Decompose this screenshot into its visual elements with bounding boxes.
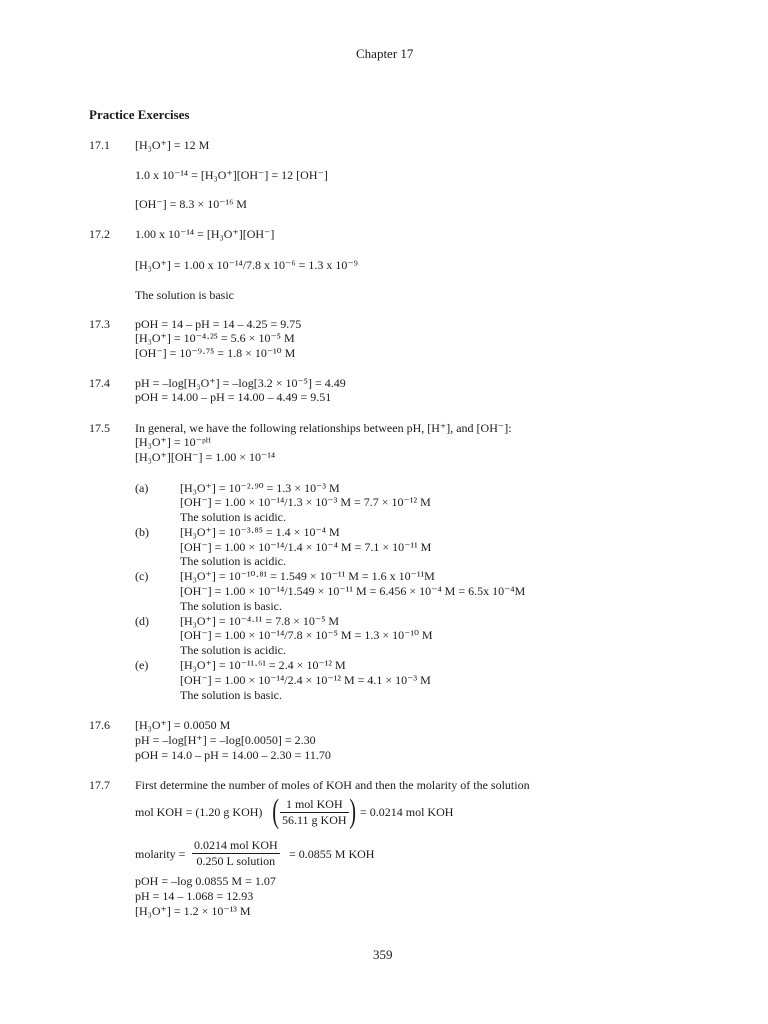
conclusion-text: The solution is acidic. [180,510,286,524]
fraction-numerator: 0.0214 mol KOH [194,838,278,852]
equation-line: [OH⁻] = 1.00 × 10⁻¹⁴/1.549 × 10⁻¹¹ M = 6.456 × 10⁻⁴ M = 6.5x 10⁻⁴M [180,584,526,598]
equation-line: [OH⁻] = 1.00 × 10⁻¹⁴/1.4 × 10⁻⁴ M = 7.1 × 10⁻¹¹ M [180,540,432,554]
molarity-fraction [192,838,280,869]
right-paren: ) [349,793,357,830]
intro-text: In general, we have the following relationships between pH, [H⁺], and [OH⁻]: [135,421,512,435]
conclusion-text: The solution is acidic. [180,554,286,568]
equation-line: [H₃O⁺] = 10⁻⁴·¹¹ = 7.8 × 10⁻⁵ M [180,614,340,628]
exercise-number: 17.7 [89,778,110,792]
mol-equation-right: = 0.0214 mol KOH [360,805,454,819]
exercise-number: 17.1 [89,138,110,152]
equation-line: [H₃O⁺] = 10⁻¹⁰·⁸¹ = 1.549 × 10⁻¹¹ M = 1.6 x 10⁻¹¹M [180,569,435,583]
part-label: (a) [135,481,149,495]
left-paren: ( [272,793,280,830]
equation-line: pOH = 14 – pH = 14 – 4.25 = 9.75 [135,317,302,331]
molarity-equation-right: = 0.0855 M KOH [289,847,375,861]
equation-line: 1.0 x 10⁻¹⁴ = [H₃O⁺][OH⁻] = 12 [OH⁻] [135,168,328,182]
equation-line: [H₃O⁺] = 10⁻⁴·²⁵ = 5.6 × 10⁻⁵ M [135,331,295,345]
equation-line: [OH⁻] = 1.00 × 10⁻¹⁴/2.4 × 10⁻¹² M = 4.1 × 10⁻³ M [180,673,431,687]
equation-line: [H₃O⁺] = 10⁻³·⁸⁵ = 1.4 × 10⁻⁴ M [180,525,340,539]
equation-line: [OH⁻] = 8.3 × 10⁻¹⁶ M [135,197,247,211]
equation-line: pH = –log[H₃O⁺] = –log[3.2 × 10⁻⁵] = 4.49 [135,376,346,390]
equation-line: [OH⁻] = 10⁻⁹·⁷⁵ = 1.8 × 10⁻¹⁰ M [135,346,296,360]
equation-line: [H₃O⁺] = 1.2 × 10⁻¹³ M [135,904,251,918]
equation-line: [H₃O⁺] = 1.00 x 10⁻¹⁴/7.8 x 10⁻⁶ = 1.3 x 10⁻⁹ [135,258,358,272]
equation-line: pOH = –log 0.0855 M = 1.07 [135,874,276,888]
exercise-number: 17.3 [89,317,110,331]
fraction-denominator: 0.250 L solution [196,854,276,868]
equation-line: pOH = 14.00 – pH = 14.00 – 4.49 = 9.51 [135,390,332,404]
equation-line: [H₃O⁺][OH⁻] = 1.00 × 10⁻¹⁴ [135,450,276,464]
equation-line: [H₃O⁺] = 10⁻²·⁹⁰ = 1.3 × 10⁻³ M [180,481,340,495]
equation-line: [H₃O⁺] = 10⁻ᵖᴴ [135,435,211,449]
part-label: (b) [135,525,149,539]
conclusion-text: The solution is basic [135,288,234,302]
fraction-denominator: 56.11 g KOH [282,813,347,827]
intro-text: First determine the number of moles of KOH and then the molarity of the solution [135,778,530,792]
equation-line: [OH⁻] = 1.00 × 10⁻¹⁴/1.3 × 10⁻³ M = 7.7 × 10⁻¹² M [180,495,431,509]
conclusion-text: The solution is basic. [180,599,282,613]
page-number: 359 [373,947,393,962]
part-label: (d) [135,614,149,628]
part-label: (c) [135,569,149,583]
exercise-number: 17.2 [89,227,110,241]
chapter-header: Chapter 17 [356,46,414,61]
equation-line: pOH = 14.0 – pH = 14.00 – 2.30 = 11.70 [135,748,331,762]
equation-line: [H₃O⁺] = 12 M [135,138,210,152]
exercise-number: 17.5 [89,421,110,435]
conclusion-text: The solution is basic. [180,688,282,702]
fraction-numerator: 1 mol KOH [280,797,349,813]
mol-fraction [280,797,349,828]
conclusion-text: The solution is acidic. [180,643,286,657]
equation-line: 1.00 x 10⁻¹⁴ = [H₃O⁺][OH⁻] [135,227,275,241]
mol-equation-left: mol KOH = (1.20 g KOH) [135,805,263,819]
part-label: (e) [135,658,149,672]
equation-line: pH = 14 – 1.068 = 12.93 [135,889,254,903]
section-title: Practice Exercises [89,107,190,122]
equation-line: [H₃O⁺] = 0.0050 M [135,718,231,732]
exercise-number: 17.6 [89,718,110,732]
equation-line: pH = –log[H⁺] = –log[0.0050] = 2.30 [135,733,316,747]
molarity-equation-left: molarity = [135,847,186,861]
equation-line: [H₃O⁺] = 10⁻¹¹·⁶¹ = 2.4 × 10⁻¹² M [180,658,346,672]
exercise-number: 17.4 [89,376,110,390]
equation-line: [OH⁻] = 1.00 × 10⁻¹⁴/7.8 × 10⁻⁵ M = 1.3 × 10⁻¹⁰ M [180,628,433,642]
